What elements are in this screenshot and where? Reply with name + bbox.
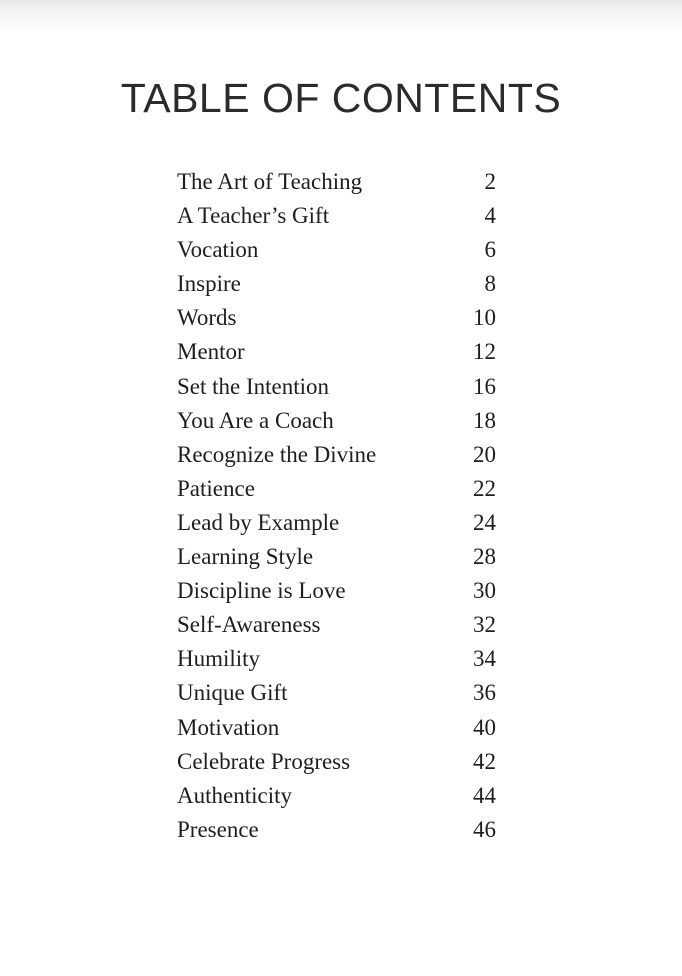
toc-entry-title: Set the Intention: [177, 373, 330, 399]
toc-entry: [177, 540, 496, 574]
toc-entry-page-number: 32: [473, 612, 496, 638]
toc-entry-title: Lead by Example: [177, 509, 340, 535]
toc-entry-page-number: 6: [484, 237, 496, 263]
toc-entry-title: Learning Style: [177, 544, 314, 570]
toc-entry-page-number: 18: [473, 407, 496, 433]
toc-entry: [177, 813, 496, 847]
toc-entry-page-number: 30: [473, 578, 496, 604]
toc-entry-title: Humility: [177, 646, 261, 672]
toc-entry: [177, 642, 496, 676]
toc-entry-title: Discipline is Love: [177, 578, 346, 604]
toc-entry-title: Authenticity: [177, 782, 292, 808]
toc-entry: [177, 267, 496, 301]
toc-entry-title: Patience: [177, 475, 255, 501]
toc-entry: [177, 745, 496, 779]
toc-entry-title: Self-Awareness: [177, 612, 321, 638]
toc-entry-title: Words: [177, 305, 237, 331]
toc-entry-page-number: 4: [484, 203, 496, 229]
toc-entry-title: Presence: [177, 816, 259, 842]
toc-entry: [177, 165, 496, 199]
toc-entry-title: Celebrate Progress: [177, 748, 351, 774]
toc-entry-page-number: 2: [484, 169, 496, 194]
toc-entry: [177, 335, 496, 369]
toc-entry-title: Motivation: [177, 714, 280, 740]
toc-entry-page-number: 46: [473, 816, 496, 842]
toc-entry-title: You Are a Coach: [177, 407, 334, 433]
toc-entry-title: The Art of Teaching: [177, 169, 363, 194]
toc-entry: [177, 472, 496, 506]
toc-entry-title: Mentor: [177, 339, 245, 365]
toc-entry-page-number: 12: [473, 339, 496, 365]
toc-entry-page-number: 20: [473, 441, 496, 467]
toc-entry: [177, 779, 496, 813]
toc-entry-page-number: 8: [484, 271, 496, 297]
toc-list: [177, 165, 496, 847]
toc-entry-page-number: 44: [473, 782, 496, 808]
toc-entry: [177, 608, 496, 642]
toc-entry-page-number: 16: [473, 373, 496, 399]
toc-entry-title: Vocation: [177, 237, 259, 263]
toc-entry-title: Inspire: [177, 271, 241, 297]
toc-entry: [177, 438, 496, 472]
toc-entry-page-number: 10: [473, 305, 496, 331]
toc-entry-title: Recognize the Divine: [177, 441, 377, 467]
toc-entry-page-number: 24: [473, 509, 496, 535]
toc-entry-title: Unique Gift: [177, 680, 288, 706]
toc-entry-page-number: 40: [473, 714, 496, 740]
toc-entry: [177, 370, 496, 404]
toc-entry-title: A Teacher’s Gift: [177, 203, 330, 229]
toc-entry: [177, 199, 496, 233]
toc-entry-page-number: 22: [473, 475, 496, 501]
toc-entry: [177, 506, 496, 540]
toc-entry: [177, 676, 496, 710]
toc-entry: [177, 404, 496, 438]
toc-entry-page-number: 42: [473, 748, 496, 774]
page-title: TABLE OF CONTENTS: [120, 75, 562, 121]
toc-entry: [177, 301, 496, 335]
toc-entry-page-number: 28: [473, 544, 496, 570]
toc-entry: [177, 233, 496, 267]
toc-entry-page-number: 36: [473, 680, 496, 706]
toc-entry: [177, 711, 496, 745]
toc-entry: [177, 574, 496, 608]
toc-entry-page-number: 34: [473, 646, 496, 672]
